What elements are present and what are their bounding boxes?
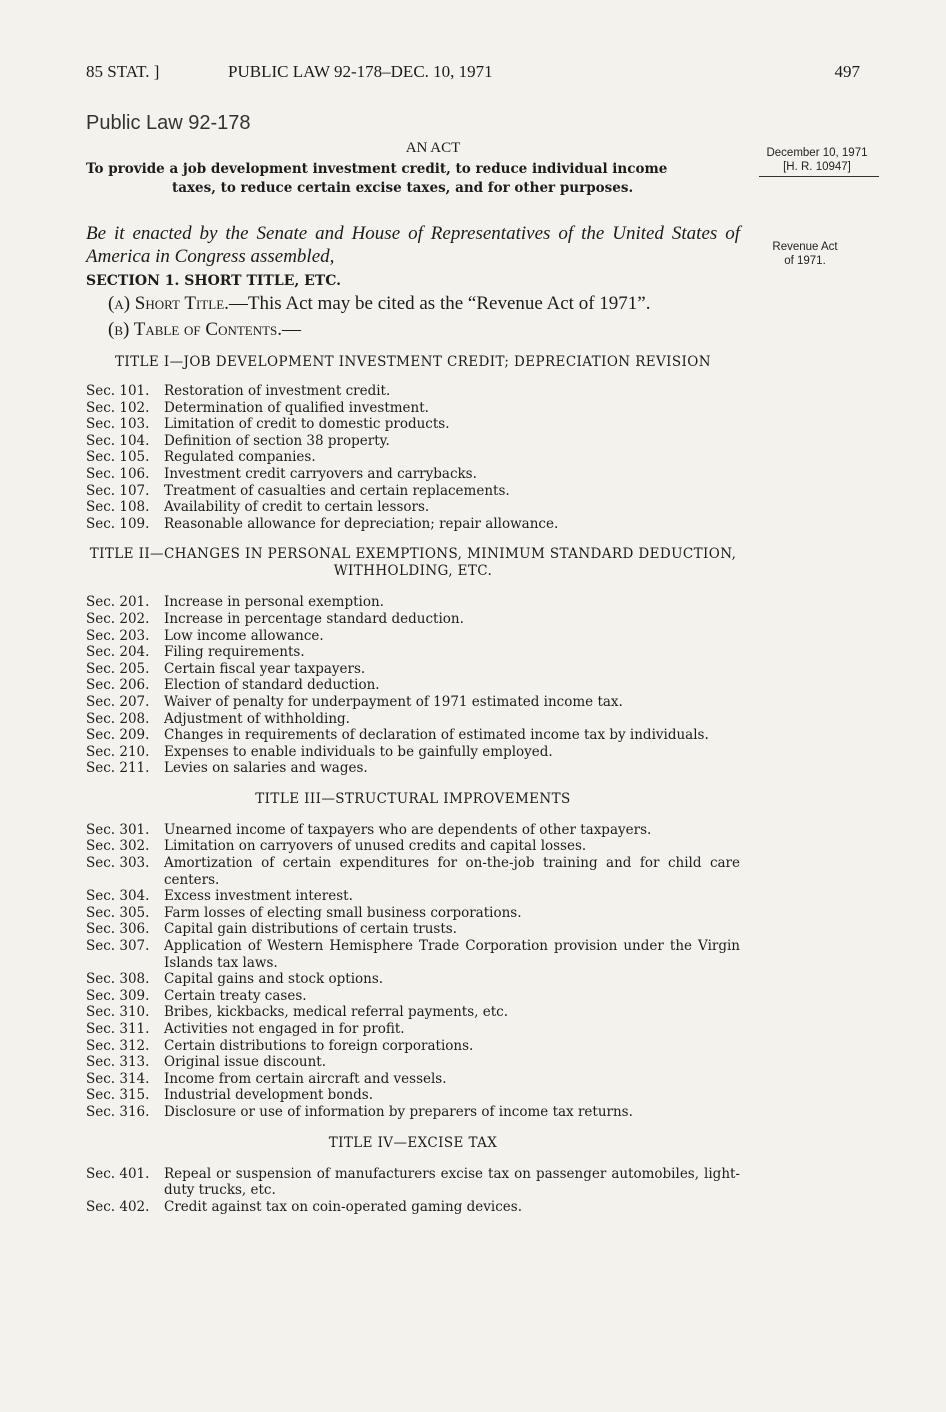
section-title: Limitation on carryovers of unused credits and capital losses. (164, 838, 587, 855)
section-number: Sec. 303. (86, 855, 150, 872)
running-head (86, 62, 860, 82)
section-title: Certain treaty cases. (164, 987, 307, 1004)
bill-number: [H. R. 10947] (783, 161, 851, 173)
section-list (86, 822, 740, 1121)
section-entry (86, 661, 740, 678)
section-entry (86, 611, 740, 628)
section-entry (86, 1199, 740, 1216)
section-number: Sec. 211. (86, 760, 150, 777)
section-number: Sec. 311. (86, 1021, 150, 1037)
section-number: Sec. 301. (86, 821, 150, 838)
section-number: Sec. 207. (86, 693, 150, 710)
section-title: Credit against tax on coin-operated gaming devices. (164, 1198, 522, 1215)
section-title: Determination of qualified investment. (164, 399, 429, 416)
section-title: Investment credit carryovers and carrybacks. (164, 465, 477, 482)
section-number: Sec. 307. (86, 938, 150, 955)
enacting-clause: Be it enacted by the Senate and House of Representatives of the United States of America in Congress assembled, (86, 223, 740, 267)
section-entry (86, 822, 740, 839)
section-title: Reasonable allowance for depreciation; repair allowance. (164, 515, 559, 532)
section-entry (86, 938, 740, 971)
section-entry (86, 449, 740, 466)
section-entry (86, 594, 740, 611)
section-number: Sec. 402. (86, 1198, 150, 1215)
section-entry (86, 1087, 740, 1104)
section-title: Disclosure or use of information by preparers of income tax returns. (164, 1103, 633, 1120)
section-number: Sec. 107. (86, 482, 150, 499)
section-title: Bribes, kickbacks, medical referral payments, etc. (164, 1004, 508, 1021)
section-title: Capital gains and stock options. (164, 971, 384, 988)
section-entry (86, 711, 740, 728)
section-entry (86, 677, 740, 694)
section-number: Sec. 310. (86, 1004, 150, 1021)
section-title: Application of Western Hemisphere Trade Corporation provision under the Virgin Islands tax laws. (164, 938, 740, 971)
section-number: Sec. 209. (86, 727, 150, 744)
margin-note-line1: Revenue Act (772, 241, 838, 253)
section-list (86, 594, 740, 777)
section-entry (86, 499, 740, 516)
section-title: Definition of section 38 property. (164, 432, 390, 449)
section-title: Filing requirements. (164, 644, 305, 661)
section-number: Sec. 308. (86, 971, 150, 988)
margin-date-note (747, 146, 887, 177)
section-entry (86, 400, 740, 417)
toc-label: (b) Table of Contents. (108, 319, 283, 340)
section-entry (86, 727, 740, 744)
section-entry (86, 988, 740, 1005)
section-title: Income from certain aircraft and vessels. (164, 1070, 447, 1087)
section-title: Limitation of credit to domestic products. (164, 416, 450, 433)
section-entry (86, 466, 740, 483)
section-entry (86, 760, 740, 777)
act-heading: AN ACT (405, 140, 461, 156)
section-number: Sec. 208. (86, 710, 150, 727)
section-entry (86, 383, 740, 400)
section-entry (86, 483, 740, 500)
enactment-date: December 10, 1971 (766, 147, 868, 159)
section-title: Treatment of casualties and certain replacements. (164, 482, 510, 499)
section-number: Sec. 206. (86, 677, 150, 694)
section-title: Increase in percentage standard deduction. (164, 610, 464, 627)
stat-reference: 85 STAT. ] (86, 62, 160, 81)
section-number: Sec. 102. (86, 399, 150, 416)
section-number: Sec. 204. (86, 644, 150, 661)
section-title: Original issue discount. (164, 1054, 326, 1071)
short-title-paragraph (86, 292, 740, 315)
act-purpose-line2: taxes, to reduce certain excise taxes, and for other purposes. (172, 180, 634, 196)
act-purpose-line1: To provide a job development investment credit, to reduce individual income (86, 161, 668, 177)
section-number: Sec. 103. (86, 416, 150, 433)
running-title: PUBLIC LAW 92-178–DEC. 10, 1971 (228, 62, 493, 81)
section-entry (86, 838, 740, 855)
section-entry (86, 644, 740, 661)
section-number: Sec. 305. (86, 904, 150, 921)
section-number: Sec. 316. (86, 1103, 150, 1120)
section-entry (86, 694, 740, 711)
margin-note-line2: of 1971. (784, 255, 826, 267)
section-number: Sec. 101. (86, 383, 150, 399)
section-list (86, 1166, 740, 1216)
section-title: Regulated companies. (164, 449, 316, 466)
section-title: Expenses to enable individuals to be gainfully employed. (164, 743, 553, 760)
section-entry (86, 628, 740, 645)
section-entry (86, 1004, 740, 1021)
section-title: Election of standard deduction. (164, 677, 380, 694)
section-title: Capital gain distributions of certain trusts. (164, 921, 457, 938)
section-title: Industrial development bonds. (164, 1087, 374, 1104)
toc-dash: — (282, 319, 302, 340)
section-number: Sec. 106. (86, 465, 150, 482)
section-1-heading: SECTION 1. SHORT TITLE, ETC. (86, 273, 341, 289)
section-entry (86, 905, 740, 922)
section-entry (86, 888, 740, 905)
page-number: 497 (834, 62, 860, 81)
section-entry (86, 744, 740, 761)
section-number: Sec. 104. (86, 432, 150, 449)
section-title: Increase in personal exemption. (164, 594, 384, 611)
main-text (86, 140, 740, 1215)
section-title: Repeal or suspension of manufacturers excise tax on passenger automobiles, light-duty trucks, etc. (164, 1165, 740, 1199)
section-number: Sec. 109. (86, 515, 150, 532)
section-entry (86, 1054, 740, 1071)
section-title: Changes in requirements of declaration of estimated income tax by individuals. (164, 727, 709, 744)
margin-rule (759, 176, 879, 177)
section-entry (86, 1038, 740, 1055)
section-title: Certain fiscal year taxpayers. (164, 660, 366, 677)
title-heading: TITLE II—CHANGES IN PERSONAL EXEMPTIONS, MINIMUM STANDARD DEDUCTION, WITHHOLDING, ETC. (89, 546, 737, 580)
section-title: Adjustment of withholding. (164, 710, 350, 727)
section-number: Sec. 202. (86, 610, 150, 627)
title-heading: TITLE III—STRUCTURAL IMPROVEMENTS (255, 790, 571, 807)
section-number: Sec. 201. (86, 594, 150, 611)
section-number: Sec. 105. (86, 449, 150, 466)
section-number: Sec. 312. (86, 1037, 150, 1054)
section-number: Sec. 203. (86, 627, 150, 644)
section-entry (86, 1166, 740, 1199)
section-title: Availability of credit to certain lessors. (164, 499, 430, 516)
table-of-contents (86, 354, 740, 1215)
section-entry (86, 433, 740, 450)
section-title: Certain distributions to foreign corporations. (164, 1037, 474, 1054)
table-of-contents-paragraph (86, 318, 740, 341)
section-title: Restoration of investment credit. (164, 383, 391, 399)
section-title: Low income allowance. (164, 627, 324, 644)
section-title: Unearned income of taxpayers who are dependents of other taxpayers. (164, 821, 652, 838)
section-number: Sec. 306. (86, 921, 150, 938)
section-entry (86, 1021, 740, 1038)
section-number: Sec. 315. (86, 1087, 150, 1104)
public-law-label: Public Law 92-178 (86, 112, 251, 134)
section-entry (86, 971, 740, 988)
section-number: Sec. 205. (86, 660, 150, 677)
title-heading: TITLE IV—EXCISE TAX (328, 1134, 498, 1151)
section-entry (86, 1104, 740, 1121)
section-title: Excess investment interest. (164, 888, 353, 905)
section-title: Levies on salaries and wages. (164, 760, 368, 777)
section-number: Sec. 401. (86, 1165, 150, 1182)
section-number: Sec. 108. (86, 499, 150, 516)
section-title: Farm losses of electing small business corporations. (164, 904, 522, 921)
title-heading: TITLE I—JOB DEVELOPMENT INVESTMENT CREDIT; DEPRECIATION REVISION (115, 354, 711, 370)
section-list (86, 383, 740, 532)
short-title-label: (a) Short Title. (108, 293, 229, 314)
section-number: Sec. 210. (86, 743, 150, 760)
section-number: Sec. 302. (86, 838, 150, 855)
section-number: Sec. 313. (86, 1054, 150, 1071)
section-number: Sec. 304. (86, 888, 150, 905)
short-title-text: —This Act may be cited as the “Revenue Act of 1971”. (228, 293, 651, 314)
section-title: Amortization of certain expenditures for on-the-job training and for child care centers. (164, 855, 740, 888)
section-entry (86, 1071, 740, 1088)
section-entry (86, 921, 740, 938)
act-purpose (86, 160, 740, 198)
section-entry (86, 416, 740, 433)
margin-short-title-note (750, 240, 860, 268)
section-number: Sec. 309. (86, 987, 150, 1004)
section-title: Waiver of penalty for underpayment of 1971 estimated income tax. (164, 693, 623, 710)
section-entry (86, 855, 740, 888)
section-title: Activities not engaged in for profit. (164, 1021, 405, 1037)
section-number: Sec. 314. (86, 1070, 150, 1087)
section-entry (86, 516, 740, 533)
